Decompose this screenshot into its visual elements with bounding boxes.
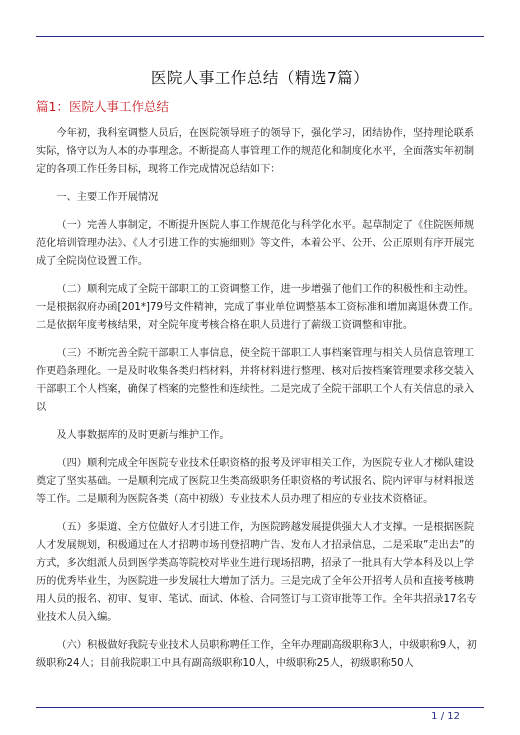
paragraph-intro: 今年初，我科室调整人员后，在医院领导班子的领导下，强化学习，团结协作，坚持理论联系实际，恪守以为人本的办事理念。不断提高人事管理工作的规范化和制度化水平，全面落实年初制定的各项工作任务目标，现将工作完成情况总结如下： — [36, 128, 475, 175]
header-rule — [36, 36, 484, 37]
paragraph-item-3: （三）不断完善全院干部职工人事信息，使全院干部职工人事档案管理与相关人员信息管理工作更趋条理化。一是及时收集各类归档材料，并将材料进行整理、核对后按档案管理要求移交装入干部职工个人档案，确保了档案的完整性和连续性。二是完成了全院干部职工个人有关信息的录入以 — [36, 348, 475, 413]
page-number: 1 / 12 — [431, 711, 460, 722]
section-heading: 篇1：医院人事工作总结 — [36, 99, 169, 114]
page-title: 医院人事工作总结（精选7篇） — [150, 69, 370, 87]
footer-rule — [36, 707, 484, 708]
paragraph-heading-main-work: 一、主要工作开展情况 — [56, 192, 159, 203]
paragraph-item-4: （四）顺利完成全年医院专业技术任职资格的报考及评审相关工作，为医院专业人才梯队建设奠定了坚实基础。一是顺利完成了医院卫生类高级职务任职资格的考试报名、院内评审与材料报送等工作。二是顺利为医院各类（高中初级）专业技术人员办理了相应的专业技术资格证。 — [36, 458, 475, 505]
paragraph-item-6: （六）积极做好我院专业技术人员职称聘任工作，全年办理副高级职称3人，中级职称9人，初级职称24人；目前我院职工中具有副高级职称10人，中级职称25人，初级职称50人 — [36, 640, 477, 669]
paragraph-item-1: （一）完善人事制定，不断提升医院人事工作规范化与科学化水平。起草制定了《住院医师规范化培训管理办法》、《人才引进工作的实施细则》等文件，本着公平、公开、公正原则有序开展完成了全院岗位设置工作。 — [36, 220, 475, 267]
paragraph-item-3-continued: 及人事数据库的及时更新与维护工作。 — [56, 430, 230, 441]
paragraph-item-5: （五）多渠道、全方位做好人才引进工作，为医院跨越发展提供强大人才支撑。一是根据医院人才发展规划，积极通过在人才招聘市场刊登招聘广告、发布人才招录信息，二是采取”走出去”的方式，多次组派人员到医学类高等院校对毕业生进行现场招聘，招录了一批具有大学本科及以上学历的优秀毕业生，为医院进一步发展壮大增加了活力。三是完成了全年公开招考人员和直接考核聘用人员的报名、初审、复审、笔试、面试、体检、合同签订与工资审批等工作。全年共招录17名专业技术人员入编。 — [36, 522, 477, 623]
body-text — [36, 125, 484, 673]
paragraph-item-2: （二）顺利完成了全院干部职工的工资调整工作，进一步增强了他们工作的积极性和主动性。一是根据叙府办函[201*]79号文件精神，完成了事业单位调整基本工资标准和增加离退休费工作。二是依据年度考核结果，对全院年度考核合格在职人员进行了薪级工资调整和审批。 — [36, 284, 479, 331]
